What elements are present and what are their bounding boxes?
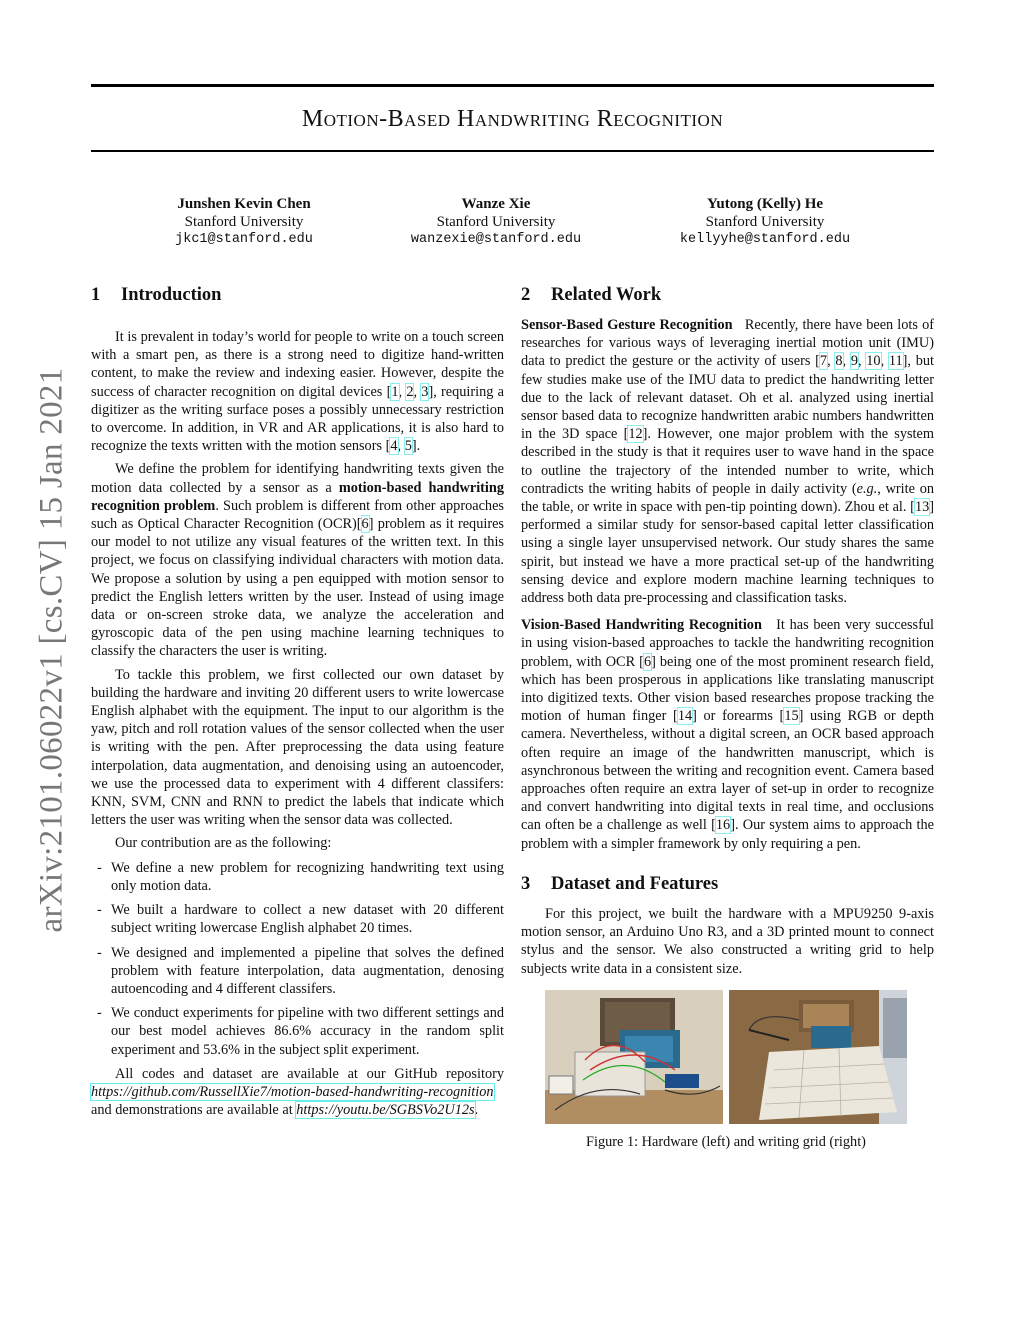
citation-link[interactable]: 9	[850, 353, 858, 370]
list-item: - We designed and implemented a pipeline that solves the defined problem with feature interpolation, data augmentation, denosing autoencoding and 4 different classifers.	[97, 944, 504, 997]
hardware-photo-drawing	[545, 990, 723, 1124]
author-block	[645, 195, 885, 249]
citation-link[interactable]: 2	[406, 383, 414, 400]
intro-paragraph-4: Our contribution are as the following:	[115, 835, 332, 852]
citation-link[interactable]: 15	[784, 708, 799, 725]
citation-link[interactable]: 16	[715, 817, 731, 834]
citation-link[interactable]: 13	[914, 499, 930, 516]
citation-link[interactable]: 14	[677, 708, 693, 725]
title-rule-bottom	[91, 150, 934, 152]
author-block	[124, 195, 364, 249]
citation-link[interactable]: 4	[390, 438, 398, 455]
left-column	[91, 284, 504, 1119]
contribution-list	[91, 859, 504, 1059]
run-in-heading: Sensor-Based Gesture Recognition	[521, 317, 733, 333]
author-affiliation: Stanford University	[705, 214, 825, 230]
list-item: - We conduct experiments for pipeline with two different settings and our best model achieves 86.6% accuracy in the random split experiment and 53.6% in the subject split experiment.	[97, 1005, 504, 1058]
section-heading-introduction: 1 Introduction	[91, 285, 222, 305]
author-affiliation: Stanford University	[436, 214, 556, 230]
citation-link[interactable]: 5	[404, 438, 412, 455]
dataset-paragraph-1: For this project, we built the hardware with a MPU9250 9-axis motion sensor, an Arduino Uno R3, and a 3D printed mount to connect stylus and the sensor. We also constructed a writing grid to help subjects write data in a consistent size.	[521, 905, 934, 977]
author-email[interactable]: jkc1@stanford.edu	[175, 232, 313, 247]
right-column	[521, 284, 934, 1151]
list-item: - We define a new problem for recognizing handwriting text using only motion data.	[97, 859, 504, 894]
author-name: Yutong (Kelly) He	[706, 196, 824, 212]
author-name: Junshen Kevin Chen	[177, 196, 311, 212]
arxiv-stamp-text: arXiv:2101.06022v1 [cs.CV] 15 Jan 2021	[33, 367, 70, 933]
writing-grid-drawing	[729, 990, 907, 1124]
intro-paragraph-1: It is prevalent in today’s world for people to write on a touch screen with a smart pen, as there is a strong need to digitize hand-written content, to make the review and indexing easier. However, despite the success of character recognition on digital devices [1, 2, 3], requiring a digitizer as the writing surface poses a possibly unnecessary restriction to overcome. In addition, in VR and AR applications, it is also hard to recognize the texts written with the motion sensors [4, 5].	[91, 329, 504, 455]
citation-link[interactable]: 6	[643, 653, 652, 670]
citation-link[interactable]: 3	[421, 383, 429, 400]
intro-paragraph-5: All codes and dataset are available at our GitHub repository https://github.com/RussellXie7/motion-based-handwriting-recognition and demonstrations are available at https://youtu.be/SGBSVo2U12s.	[91, 1065, 504, 1119]
author-email[interactable]: kellyyhe@stanford.edu	[679, 232, 851, 247]
citation-link[interactable]: 8	[835, 353, 843, 370]
github-link[interactable]: https://github.com/RussellXie7/motion-based-handwriting-recognition	[91, 1083, 494, 1100]
run-in-heading: Vision-Based Handwriting Recognition	[521, 617, 762, 634]
figure-caption: Figure 1: Hardware (left) and writing grid (right)	[586, 1133, 866, 1150]
hardware-photo	[545, 990, 723, 1124]
intro-paragraph-2: We define the problem for identifying handwriting texts given the motion data collected by a sensor as a motion-based handwriting recognition problem. Such problem is different from other approaches such as Optical Character Recognition (OCR)[6] problem as it requires our model to not utilize any visual features of the written text. In this project, we focus on classifying individual characters with motion data. We propose a solution by using a pen equipped with motion sensor to predict the English letters written by the user. Instead of using image data or on-screen stroke data, we analyze the acceleration and gyroscopic data of the pen using machine learning techniques to classify the characters the user is writing.	[91, 461, 504, 660]
citation-link[interactable]: 7	[819, 353, 828, 370]
section-heading-related-work: 2 Related Work	[521, 285, 662, 305]
paper-title: Motion-Based Handwriting Recognition	[301, 106, 724, 132]
related-paragraph-vision: Vision-Based Handwriting Recognition It has been very successful in using vision-based approaches to tackle the handwriting recognition problem, with OCR [6] being one of the most prominent research field, which has been prosperous in applications like translating manuscript into digitized texts. Other vision based researches propose tracking the motion of human finger [14] or forearms [15] using RGB or depth camera. Nevertheless, without a digital screen, an OCR based approach often require an image of the handwritten manuscript, which is asynchronous between the writing and recognition event. Camera based approaches often require an extra layer of set-up in order to recognize and convert handwriting into digital texts in real time, and occlusions can often be a challenge as well [16]. Our system aims to approach the problem with a simpler framework by only requiring a pen.	[521, 617, 935, 852]
section-heading-dataset: 3 Dataset and Features	[521, 873, 719, 894]
intro-paragraph-3: To tackle this problem, we first collected our own dataset by building the hardware and inviting 20 different users to write lowercase English alphabet with the equipment. The input to our algorithm is the yaw, pitch and roll rotation values of the sensor collected when the user is writing with the pen. After preprocessing the data using feature interpolation, data augmentation, and denoising using an autoencoder, we use the processed data to experiment with 4 different classifers: KNN, SVM, CNN and RNN to predict the labels that indicate which letters the user was writing when the sensor data was collected.	[91, 666, 504, 829]
title-rule-top	[91, 84, 934, 87]
related-paragraph-sensor: Sensor-Based Gesture Recognition Recently, there have been lots of researches for various ways of leveraging inertial motion unit (IMU) data to predict the gesture or the activity of users [7, 8, 9, 10, 11], but few studies make use of the IMU data to predict the handwriting letter due to the lack of relevant dataset. Oh et al. analyzed using inertial sensor based data to recognize handwritten arabic numbers handwritten in the 3D space [12]. However, one major problem with the system described in the study is that it requires user to wave hand in the space to outline the trajectory of the intended number to write, which contradicts the writing habits of people in daily activity (e.g., write on the table, or write in space with pen-tip pointing down). Zhou et al. [13] performed a similar study for sensor-based capital letter classification using a single layer unsupervised network. Our study shares the same spirit, but instead we have a more practical set-up of the handwriting sensing device and explore modern machine learning techniques to address both data pre-processing and classification tasks.	[521, 317, 934, 607]
author-name: Wanze Xie	[461, 196, 531, 212]
author-affiliation: Stanford University	[184, 214, 304, 230]
citation-link[interactable]: 6	[361, 516, 369, 533]
citation-link[interactable]: 12	[628, 426, 643, 443]
citation-link[interactable]: 11	[888, 353, 903, 370]
citation-link[interactable]: 10	[866, 353, 881, 370]
author-email[interactable]: wanzexie@stanford.edu	[410, 232, 582, 247]
figure-1	[545, 990, 907, 1151]
youtube-link[interactable]: https://youtu.be/SGBSVo2U12s	[296, 1102, 475, 1119]
writing-grid-photo	[729, 990, 907, 1124]
citation-link[interactable]: 1	[391, 383, 399, 400]
author-block	[376, 195, 616, 249]
list-item: - We built a hardware to collect a new dataset with 20 different subject writing lowercase English alphabet 20 times.	[97, 902, 504, 937]
